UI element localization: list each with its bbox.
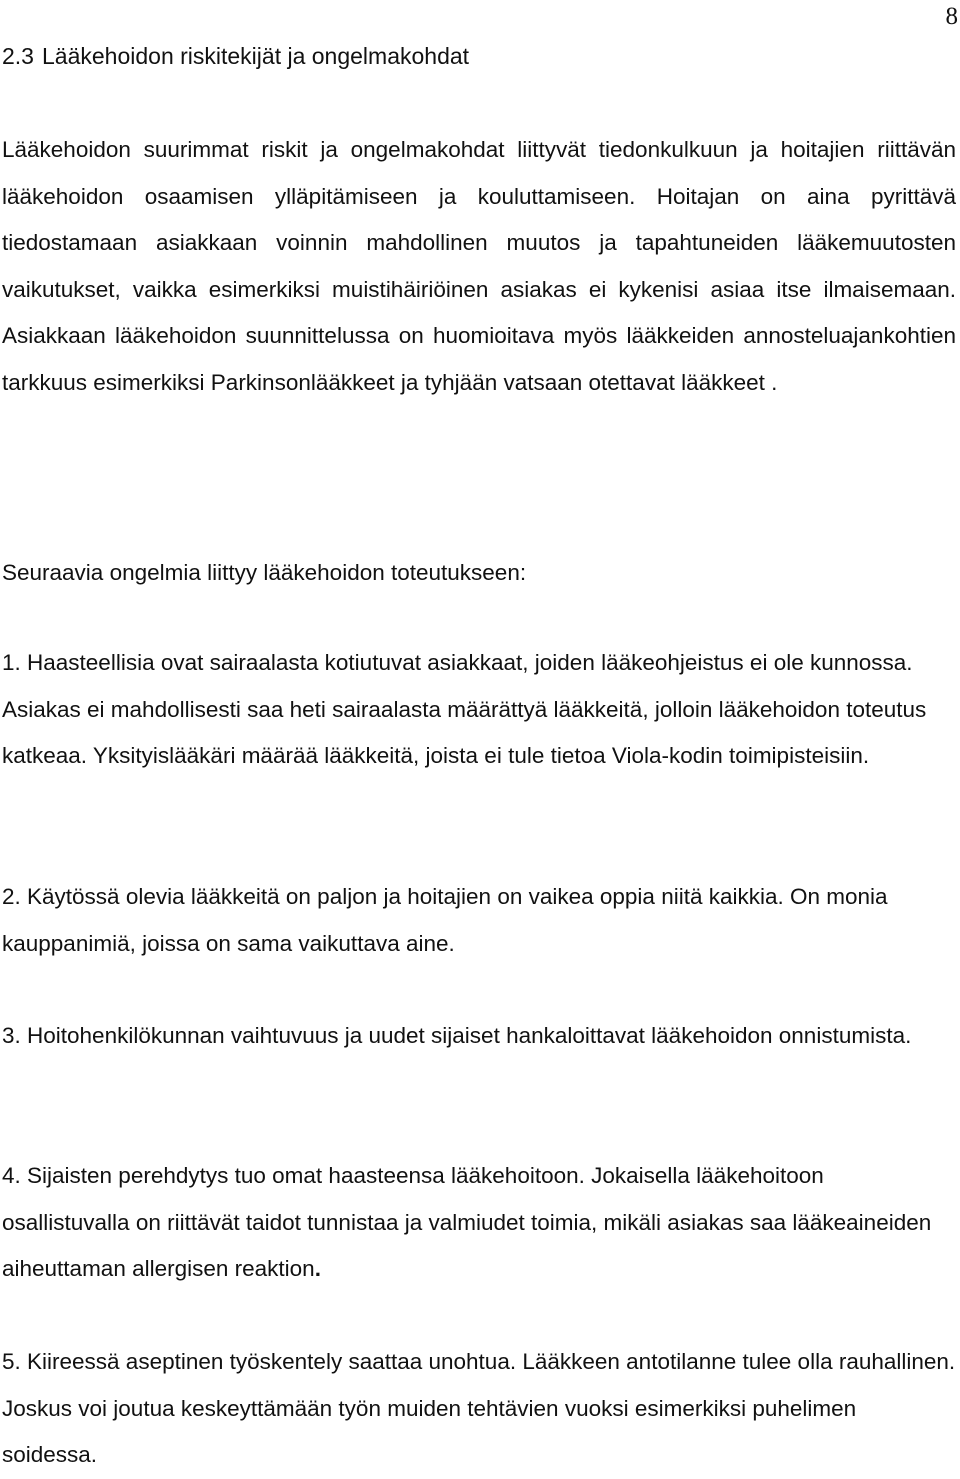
list-item-1: 1. Haasteellisia ovat sairaalasta kotiutuvat asiakkaat, joiden lääkeohjeistus ei ole kunnossa. Asiakas ei mahdollisesti saa heti sairaalasta määrättyä lääkkeitä, jolloin lääkehoidon toteutus katkeaa. Yksityislääkäri määrää lääkkeitä, joista ei tule tietoa Viola-kodin toimipisteisiin. bbox=[2, 650, 927, 768]
list-item-4 bbox=[2, 1153, 956, 1293]
list-item-3: 3. Hoitohenkilökunnan vaihtuvuus ja uudet sijaiset hankaloittavat lääkehoidon onnistumista. bbox=[2, 1023, 912, 1048]
section-number: 2.3 bbox=[2, 43, 34, 69]
list-item-4-end: . bbox=[314, 1256, 321, 1281]
list-item-5: 5. Kiireessä aseptinen työskentely saattaa unohtua. Lääkkeen antotilanne tulee olla rauhallinen. Joskus voi joutua keskeyttämään työn muiden tehtävien vuoksi esimerkiksi puhelimen soidessa. bbox=[2, 1349, 956, 1467]
section-heading bbox=[2, 40, 469, 72]
section-title: Lääkehoidon riskitekijät ja ongelmakohdat bbox=[42, 43, 470, 69]
list-lead-paragraph: Seuraavia ongelmia liittyy lääkehoidon toteutukseen: bbox=[2, 560, 527, 585]
page-number: 8 bbox=[945, 3, 958, 30]
list-item-4-text: 4. Sijaisten perehdytys tuo omat haasteensa lääkehoitoon. Jokaisella lääkehoitoon osallistuvalla on riittävät taidot tunnistaa ja valmiudet toimia, mikäli asiakas saa lääkeaineiden aiheuttaman allergisen reaktion bbox=[2, 1163, 932, 1281]
intro-paragraph: Lääkehoidon suurimmat riskit ja ongelmakohdat liittyvät tiedonkulkuun ja hoitajien riittävän lääkehoidon osaamisen ylläpitämiseen ja kouluttamiseen. Hoitajan on aina pyrittävä tiedostamaan asiakkaan voinnin mahdollinen muutos ja tapahtuneiden lääkemuutosten vaikutukset, vaikka esimerkiksi muistihäiriöinen asiakas ei kykenisi asiaa itse ilmaisemaan. Asiakkaan lääkehoidon suunnittelussa on huomioitava myös lääkkeiden annosteluajankohtien tarkkuus esimerkiksi Parkinsonlääkkeet ja tyhjään vatsaan otettavat lääkkeet . bbox=[2, 137, 956, 395]
list-item-2: 2. Käytössä olevia lääkkeitä on paljon ja hoitajien on vaikea oppia niitä kaikkia. On monia kauppanimiä, joissa on sama vaikuttava aine. bbox=[2, 884, 888, 956]
